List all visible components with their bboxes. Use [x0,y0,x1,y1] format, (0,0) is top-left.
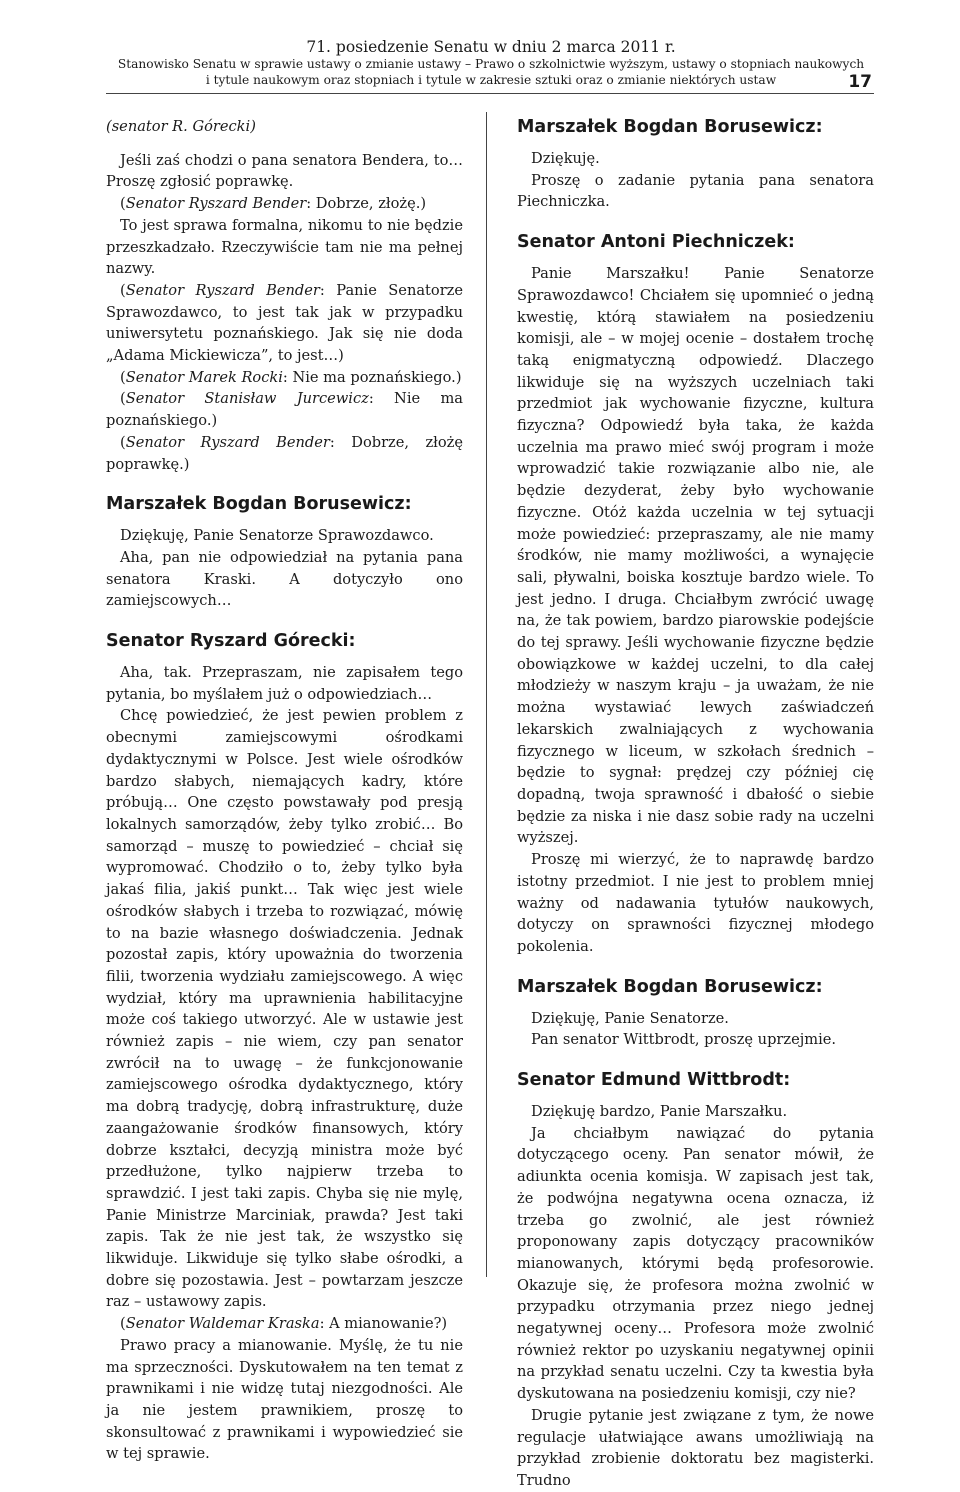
interjection-speaker: Senator Stanisław Jurcewicz [125,390,369,408]
speaker-heading: Marszałek Bogdan Borusewicz: [106,494,412,515]
paragraph: Dziękuję bardzo, Panie Marszałku. [531,1103,788,1121]
paragraph: Aha, pan nie odpowiedział na pytania pana senatora Kraski. A dotyczyło ono zamiejscowych… [106,548,463,610]
interjection: (Senator Marek Rocki: Nie ma poznańskiego.) [120,368,462,386]
interjection-speaker: Senator Marek Rocki [125,368,283,386]
paragraph: Dziękuję. [531,150,600,167]
session-title: 71. posiedzenie Senatu w dniu 2 marca 2011 r. [306,38,676,56]
interjection-text: : Dobrze, złożę poprawkę.) [106,433,464,473]
interjection: (Senator Waldemar Kraska: A mianowanie?) [120,1315,448,1333]
interjection-speaker: Senator Ryszard Bender [125,195,307,213]
speaker-heading: Senator Antoni Piechniczek: [517,232,795,253]
column-divider [486,112,487,1277]
interjection: (Senator Stanisław Jurcewicz: Nie ma poznańskiego.) [106,390,463,430]
interjection-text: : Nie ma poznańskiego.) [106,390,463,430]
session-subtitle-line-2: i tytule naukowym oraz stopniach i tytule w zakresie sztuki oraz o zmianie niektórych ustaw [205,73,777,87]
page-number: 17 [848,72,872,92]
paragraph: Dziękuję, Panie Senatorze. [531,1009,729,1027]
paragraph: Chcę powiedzieć, że jest pewien problem z obecnymi zamiejscowymi ośrodkami dydaktycznymi w Polsce. Jest wiele ośrodków bardzo słabych, niemających kadry, które próbują… One często powstawały pod presją lokalnych samorządów, żeby tylko zrobić… Bo samorząd – muszę to powiedzieć – chciał się wypromować. Chodziło o to, żeby tylko była jakaś filia, jakiś punkt… Tak więc jest wiele ośrodków słabych i trzeba to rozwiązać, mówię to na bazie własnego doświadczenia. Jednak pozostał zapis, który upoważnia do tworzenia filii, tworzenia wydziału zamiejscowego. A więc wydział, który ma uprawnienia habilitacyjne może coś takiego utworzyć. Ale w ustawie jest również zapis – nie wiem, czy pan senator zwrócił na to uwagę – że funkcjonowanie zamiejscowego ośrodka dydaktycznego, który ma dobrą tradycję, dobrą infrastrukturę, duże zaangażowanie środków finansowych, który dobrze kształci, decyzją ministra może być przedłużone, tylko najpierw trzeba to sprawdzić. I jest taki zapis. Chyba się nie mylę, Panie Ministrze Marciniak, prawda? Jest taki zapis. Tak że nie jest tak, że wszystko się likwiduje. Likwiduje się tylko słabe ośrodki, a dobre się pozostawia. Jest – powtarzam jeszcze raz – ustawowy zapis. [106,707,463,1311]
session-subtitle-line-1: Stanowisko Senatu w sprawie ustawy o zmianie ustawy – Prawo o szkolnictwie wyższym, ustawy o stopniach naukowych [117,57,865,71]
paragraph: Jeśli zaś chodzi o pana senatora Bendera, to… Proszę zgłosić poprawkę. [106,151,463,191]
interjection-text: : Panie Senatorze Sprawozdawco, to jest tak jak w przypadku uniwersytetu poznańskiego. Jak się nie doda „Adama Mickiewicza”, to jest…) [106,281,463,365]
paragraph: Dziękuję, Panie Senatorze Sprawozdawco. [120,527,434,545]
paragraph: Panie Marszałku! Panie Senatorze Sprawozdawco! Chciałem się upomnieć o jedną kwestię, którą stawiałem na posiedzeniu komisji, ale – w mojej ocenie – dostałem trochę taką enigmatyczną odpowiedź. Dlaczego likwiduje się na wyższych uczelniach taki przedmiot jak wychowanie fizyczne, kultura fizyczna? Odpowiedź była taka, że każda uczelnia ma prawo mieć swój program i może wprowadzić takie rozwiązanie albo nie, ale będzie dezyderat, żeby było wychowanie fizyczne. Otóż każda uczelnia w tej sytuacji może powiedzieć: przepraszamy, ale nie mamy środków, nie mamy możliwości, a wynajęcie sali, pływalni, boiska kosztuje bardzo wiele. To jest jedno. I druga. Chciałbym zwrócić uwagę na, że tak powiem, bardzo piarowskie podejście do tej sprawy. Jeśli wychowanie fizyczne będzie obowiązkowe w każdej uczelni, to dla całej młodzieży w naszym kraju – ja uważam, że nie można wystawiać lewych zaświadczeń lekarskich zwalniających z wychowania fizycznego w liceum, w szkołach średnich – będzie to sygnał: prędzej czy później cię dopadną, twoja sprawność i dbałość o siebie będzie za niska i nie dasz sobie rady na uczelni wyższej. [517,265,874,847]
interjection: (Senator Ryszard Bender: Panie Senatorze Sprawozdawco, to jest tak jak w przypadku uniwersytetu poznańskiego. Jak się nie doda „Adama Mickiewicza”, to jest…) [106,281,463,365]
interjection: (Senator Ryszard Bender: Dobrze, złożę poprawkę.) [106,433,464,473]
paragraph: Aha, tak. Przepraszam, nie zapisałem tego pytania, bo myślałem już o odpowiedziach… [106,664,463,703]
right-column [517,116,874,1492]
speaker-heading: Marszałek Bogdan Borusewicz: [517,976,823,997]
interjection: (Senator Ryszard Bender: Dobrze, złożę.) [120,195,427,213]
paragraph: Proszę mi wierzyć, że to naprawdę bardzo istotny przedmiot. I nie jest to problem mniej ważny od nadawania tytułów naukowych, dotyczy on sprawności fizycznej młodego pokolenia. [517,851,874,955]
interjection-text: : Nie ma poznańskiego.) [282,368,462,386]
left-column [106,116,463,1465]
interjection-text: : A mianowanie?) [319,1315,448,1333]
paragraph: Drugie pytanie jest związane z tym, że nowe regulacje ułatwiające awans umożliwiają na przykład zrobienie doktoratu bez magisterki. Trudno [517,1406,874,1489]
speaker-heading: Senator Ryszard Górecki: [106,631,356,652]
speaker-heading: Marszałek Bogdan Borusewicz: [517,117,823,137]
paragraph: Proszę o zadanie pytania pana senatora Piechniczka. [517,171,874,211]
header-rule [106,93,874,94]
paragraph: To jest sprawa formalna, nikomu to nie będzie przeszkadzało. Rzeczywiście tam nie ma pełnej nazwy. [106,216,463,278]
interjection-text: : Dobrze, złożę.) [306,195,427,213]
interjection-speaker: Senator Ryszard Bender [125,433,330,451]
page-header [106,38,876,88]
speaker-heading: Senator Edmund Wittbrodt: [517,1070,791,1091]
paragraph: Ja chciałbym nawiązać do pytania dotyczącego oceny. Pan senator mówił, że adiunkta ocenia komisja. W zapisach jest tak, że podwójna negatywna ocena oznacza, iż trzeba go zwolnić, ale jest również proponowany zapis dotyczący pracowników mianowanych, którymi będą profesorowie. Okazuje się, że profesora można zwolnić w przypadku otrzymania przez niego jednej negatywnej oceny… Profesora może zwolnić również rektor po uzyskaniu negatywnej opinii na przykład senatu uczelni. Czy ta kwestia była dyskutowana na posiedzeniu komisji, czy nie? [517,1124,874,1403]
continuation-note: (senator R. Górecki) [106,118,256,135]
interjection-speaker: Senator Ryszard Bender [125,281,320,299]
paragraph: Pan senator Wittbrodt, proszę uprzejmie. [531,1031,837,1049]
paragraph: Prawo pracy a mianowanie. Myślę, że tu nie ma sprzeczności. Dyskutowałem na ten temat z prawnikami i nie widzę tutaj niezgodności. Ale ja nie jestem prawnikiem, proszę to skonsultować z prawnikami i wypowiedzieć sie w tej sprawie. [106,1336,463,1463]
interjection-speaker: Senator Waldemar Kraska [125,1315,320,1333]
